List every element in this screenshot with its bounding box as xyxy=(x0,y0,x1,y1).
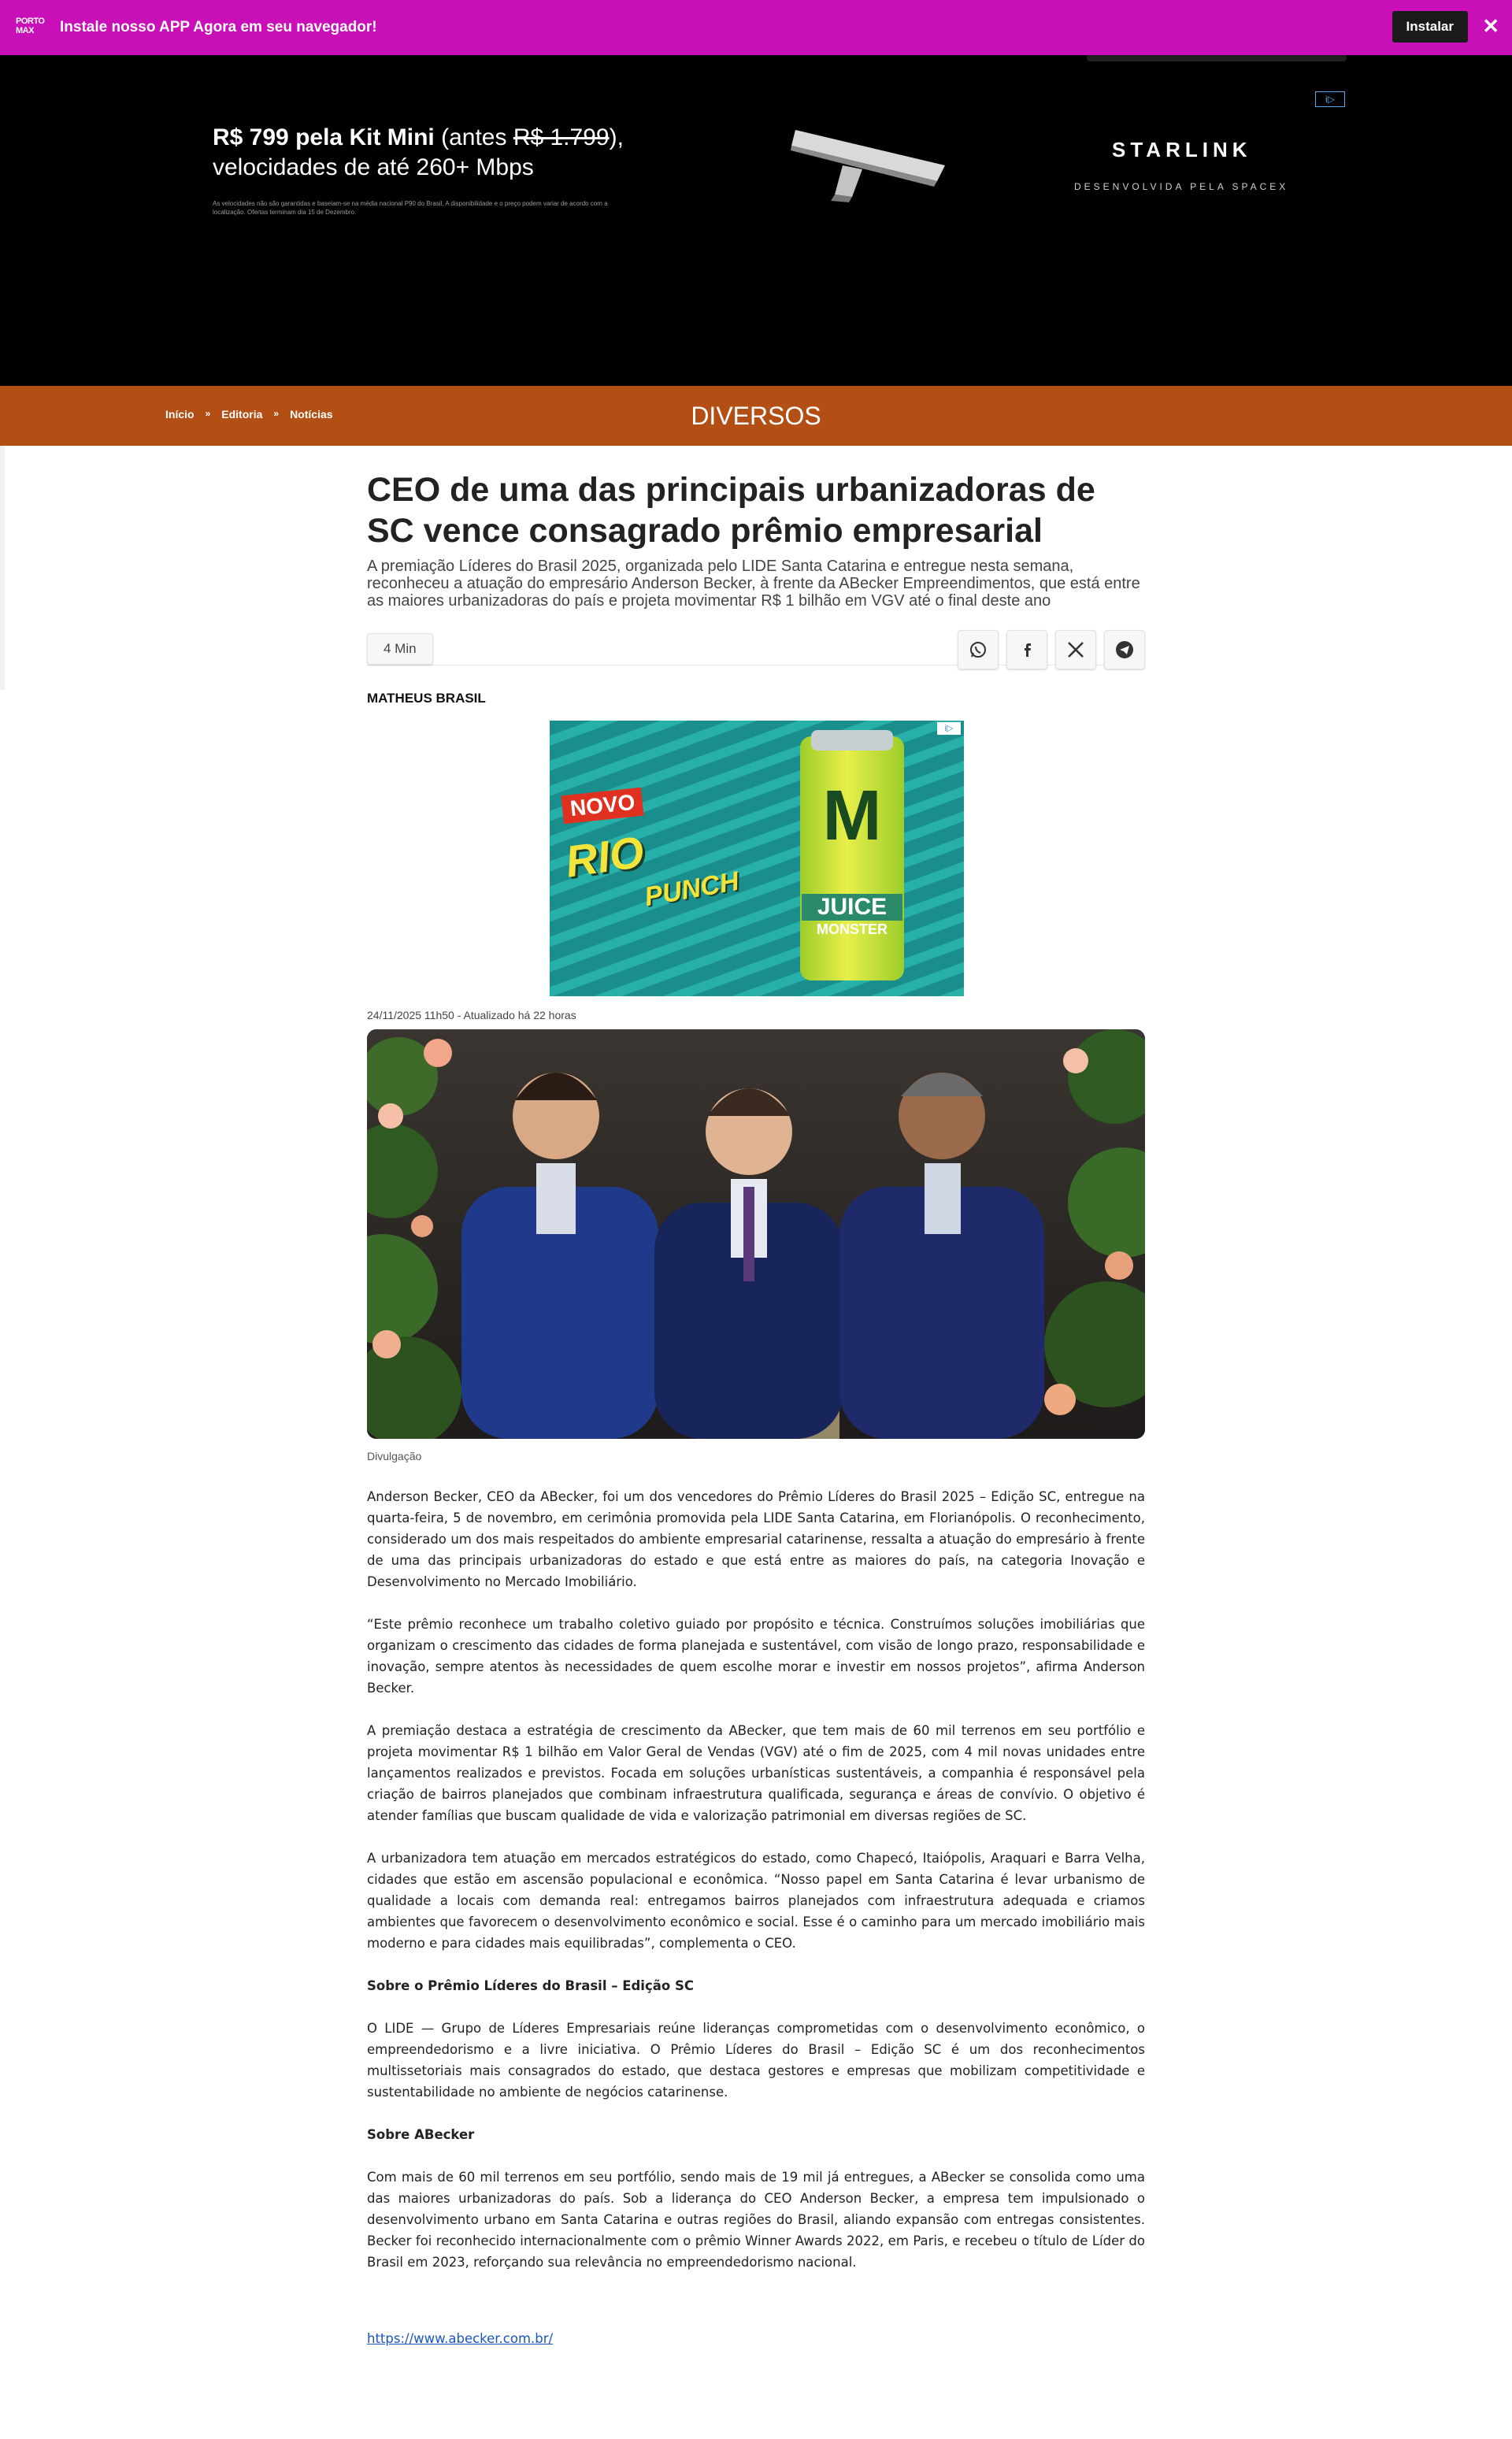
ad-speed-text: velocidades de até 260+ Mbps xyxy=(213,154,534,180)
subheading: Sobre ABecker xyxy=(367,2127,475,2142)
subheading: Sobre o Prêmio Líderes do Brasil – Edição SC xyxy=(367,1978,694,1993)
share-buttons xyxy=(958,630,1145,669)
paragraph: A premiação destaca a estratégia de crescimento da ABecker, que tem mais de 60 mil terrenos em seu portfólio e projeta movimentar R$ 1 bilhão em Valor Geral de Vendas (VGV) até o fim de 2025, com 4 mil novas unidades entre lançamentos realizados e previstos. Focada em soluções urbanísticas sustentáveis, a companhia é responsável pela criação de bairros planejados que combinam infraestrutura qualificada, segurança e áreas de convívio. O objetivo é atender famílias que buscam qualidade de vida e valorização patrimonial em diversas regiões de SC. xyxy=(367,1723,1145,1823)
section-bar xyxy=(0,386,1512,446)
article-dateline: 24/11/2025 11h50 - Atualizado há 22 horas xyxy=(367,1009,576,1021)
close-icon[interactable]: ✕ xyxy=(1482,14,1499,38)
ad-brand-logo: STARLINK xyxy=(1112,138,1252,161)
install-button[interactable]: Instalar xyxy=(1392,11,1468,43)
paragraph: A urbanizadora tem atuação em mercados estratégicos do estado, como Chapecó, Itaiópolis, Araquari e Barra Velha, cidades que estão em ascensão populacional e econômica. “Nosso papel em Santa Catarina é levar urbanismo de qualidade a locais com demanda real: entregamos bairros planejados com infraestrutura adequada e criamos ambientes que favorecem o desenvolvimento econômico e social. Esse é o caminho para um mercado imobiliário mais moderno e para cidades mais equilibradas”, complementa o CEO. xyxy=(367,1851,1145,1951)
ad-price-before: (antes xyxy=(434,124,513,150)
ad-price: R$ 799 pela Kit Mini xyxy=(213,124,435,150)
paragraph: “Este prêmio reconhece um trabalho coletivo guiado por propósito e técnica. Construímos soluções imobiliárias que organizam o crescimento das cidades de forma planejada e sustentável, com visão de longo prazo, responsabilidade e inovação, sempre atentos às necessidades de quem escolhe morar e investir em nossos projetos”, afirma Anderson Becker. xyxy=(367,1617,1145,1696)
breadcrumb-home[interactable]: Início xyxy=(165,408,195,421)
paragraph: O LIDE — Grupo de Líderes Empresariais reúne lideranças comprometidas com o desenvolvimento econômico, o empreendedorismo e a livre iniciativa. O Prêmio Líderes do Brasil – Edição SC é um dos reconhecimentos multissetoriais mais consagrados do estado, que destaca gestores e empresas que mobilizam competitividade e sustentabilidade no ambiente de negócios catarinense. xyxy=(367,2021,1145,2100)
breadcrumb-noticias[interactable]: Notícias xyxy=(290,408,333,421)
install-message: Instale nosso APP Agora em seu navegador! xyxy=(60,19,377,35)
install-app-banner xyxy=(0,0,1512,55)
ad-novo-label: NOVO xyxy=(561,788,644,825)
paragraph: Anderson Becker, CEO da ABecker, foi um dos vencedores do Prêmio Líderes do Brasil 2025 – Edição SC, entregue na quarta-feira, 5 de novembro, em cerimônia promovida pela LIDE Santa Catarina, em Florianópolis. O reconhecimento, considerado um dos mais respeitados do ambiente empresarial catarinense, ressalta a atuação do empresário à frente de uma das principais urbanizadoras do estado e que está entre as maiores do país, na categoria Inovação e Desenvolvimento no Mercado Imobiliário. xyxy=(367,1489,1145,1589)
whatsapp-icon[interactable] xyxy=(958,630,999,669)
ad-old-price: R$ 1.799 xyxy=(513,124,610,150)
article-meta-row xyxy=(367,630,1145,665)
starlink-dish-image xyxy=(788,122,953,209)
breadcrumb-separator-icon: » xyxy=(205,408,211,419)
ad-headline xyxy=(213,124,624,151)
ad-juice-label: JUICE xyxy=(802,894,902,921)
breadcrumb-editoria[interactable]: Editoria xyxy=(221,408,263,421)
ad-price-after: ), xyxy=(609,124,624,150)
ad-choices-icon[interactable]: i▷ xyxy=(937,722,961,735)
article-photo[interactable] xyxy=(367,1029,1145,1439)
ad-monster-label: MONSTER xyxy=(817,921,888,937)
ad-rio-label: RIO xyxy=(562,826,647,887)
abecker-website-link[interactable]: https://www.abecker.com.br/ xyxy=(367,2331,554,2346)
section-title: DIVERSOS xyxy=(691,402,821,430)
author-name[interactable]: MATHEUS BRASIL xyxy=(367,691,486,706)
header-search-bar xyxy=(1087,55,1347,61)
breadcrumb-separator-icon: » xyxy=(273,408,280,419)
ad-fine-print: As velocidades não são garantidas e baseiam-se na média nacional P90 do Brasil. A disponibilidade e o preço podem variar de acordo com a localização. Ofertas terminam dia 15 de Dezembro. xyxy=(213,200,608,216)
sidebar-divider xyxy=(0,446,5,690)
header-advertisement[interactable] xyxy=(0,55,1512,386)
article-lead: A premiação Líderes do Brasil 2025, organizada pelo LIDE Santa Catarina e entregue nesta semana, reconheceu a atuação do empresário Anderson Becker, à frente da ABecker Empreendimentos, que está entre as maiores urbanizadoras do país e projeta movimentar R$ 1 bilhão em VGV até o final deste ano xyxy=(367,558,1140,610)
paragraph: Com mais de 60 mil terrenos em seu portfólio, sendo mais de 19 mil já entregues, a ABecker se consolida como uma das maiores urbanizadoras do país. Sob a liderança do CEO Anderson Becker, a empresa tem impulsionado o desenvolvimento urbano em Santa Catarina e outras regiões do Brasil, aliando expansão com entregas consistentes. Becker foi reconhecido internacionalmente com o prêmio Winner Awards 2022, em Paris, e recebeu o título de Líder do Brasil em 2023, reforçando sua relevância no empreendedorismo nacional. xyxy=(367,2170,1145,2270)
photo-caption: Divulgação xyxy=(367,1450,422,1462)
app-logo: PORTO MAX xyxy=(16,17,45,35)
ad-can-image xyxy=(800,736,904,980)
ad-punch-label: PUNCH xyxy=(642,866,742,913)
ad-can-lid xyxy=(811,730,893,751)
article-headline: CEO de uma das principais urbanizadoras de SC vence consagrado prêmio empresarial xyxy=(367,471,1095,550)
read-time-badge: 4 Min xyxy=(367,633,433,665)
inline-advertisement[interactable] xyxy=(550,721,964,996)
x-icon[interactable] xyxy=(1055,630,1096,669)
facebook-icon[interactable] xyxy=(1006,630,1047,669)
article xyxy=(367,446,1145,2370)
ad-choices-icon[interactable]: i▷ xyxy=(1315,91,1345,107)
ad-developed-by: DESENVOLVIDA PELA SPACEX xyxy=(1074,181,1289,192)
article-body xyxy=(367,1486,1145,2349)
monster-claw-icon: M xyxy=(822,777,882,855)
telegram-icon[interactable] xyxy=(1104,630,1145,669)
